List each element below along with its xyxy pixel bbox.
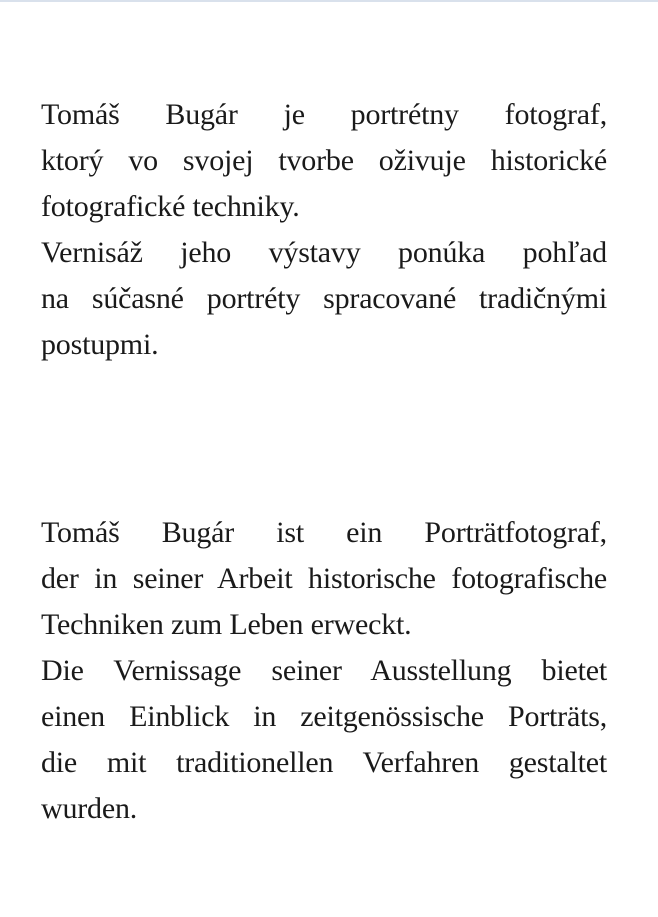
- slovak-line: Tomáš Bugár je portrétny fotograf,: [41, 98, 607, 131]
- slovak-paragraph-1: [41, 92, 607, 230]
- german-line: wurden.: [41, 792, 138, 825]
- slovak-line: fotografické techniky.: [41, 190, 300, 223]
- german-line: Techniken zum Leben erweckt.: [41, 608, 412, 641]
- slovak-line: na súčasné portréty spracované tradičnými: [41, 282, 607, 315]
- slovak-paragraph-2: [41, 230, 607, 368]
- slovak-line: ktorý vo svojej tvorbe oživuje historické: [41, 144, 607, 177]
- top-divider: [0, 0, 658, 2]
- german-line: die mit traditionellen Verfahren gestaltet: [41, 746, 607, 779]
- slovak-line: postupmi.: [41, 328, 159, 361]
- german-line: einen Einblick in zeitgenössische Porträts,: [41, 700, 607, 733]
- german-text-block: [41, 510, 607, 832]
- german-paragraph-2: [41, 648, 607, 832]
- german-line: Tomáš Bugár ist ein Porträtfotograf,: [41, 516, 607, 549]
- german-line: Die Vernissage seiner Ausstellung bietet: [41, 654, 607, 687]
- slovak-text-block: [41, 92, 607, 368]
- german-paragraph-1: [41, 510, 607, 648]
- slovak-line: Vernisáž jeho výstavy ponúka pohľad: [41, 236, 607, 269]
- german-line: der in seiner Arbeit historische fotografische: [41, 562, 607, 595]
